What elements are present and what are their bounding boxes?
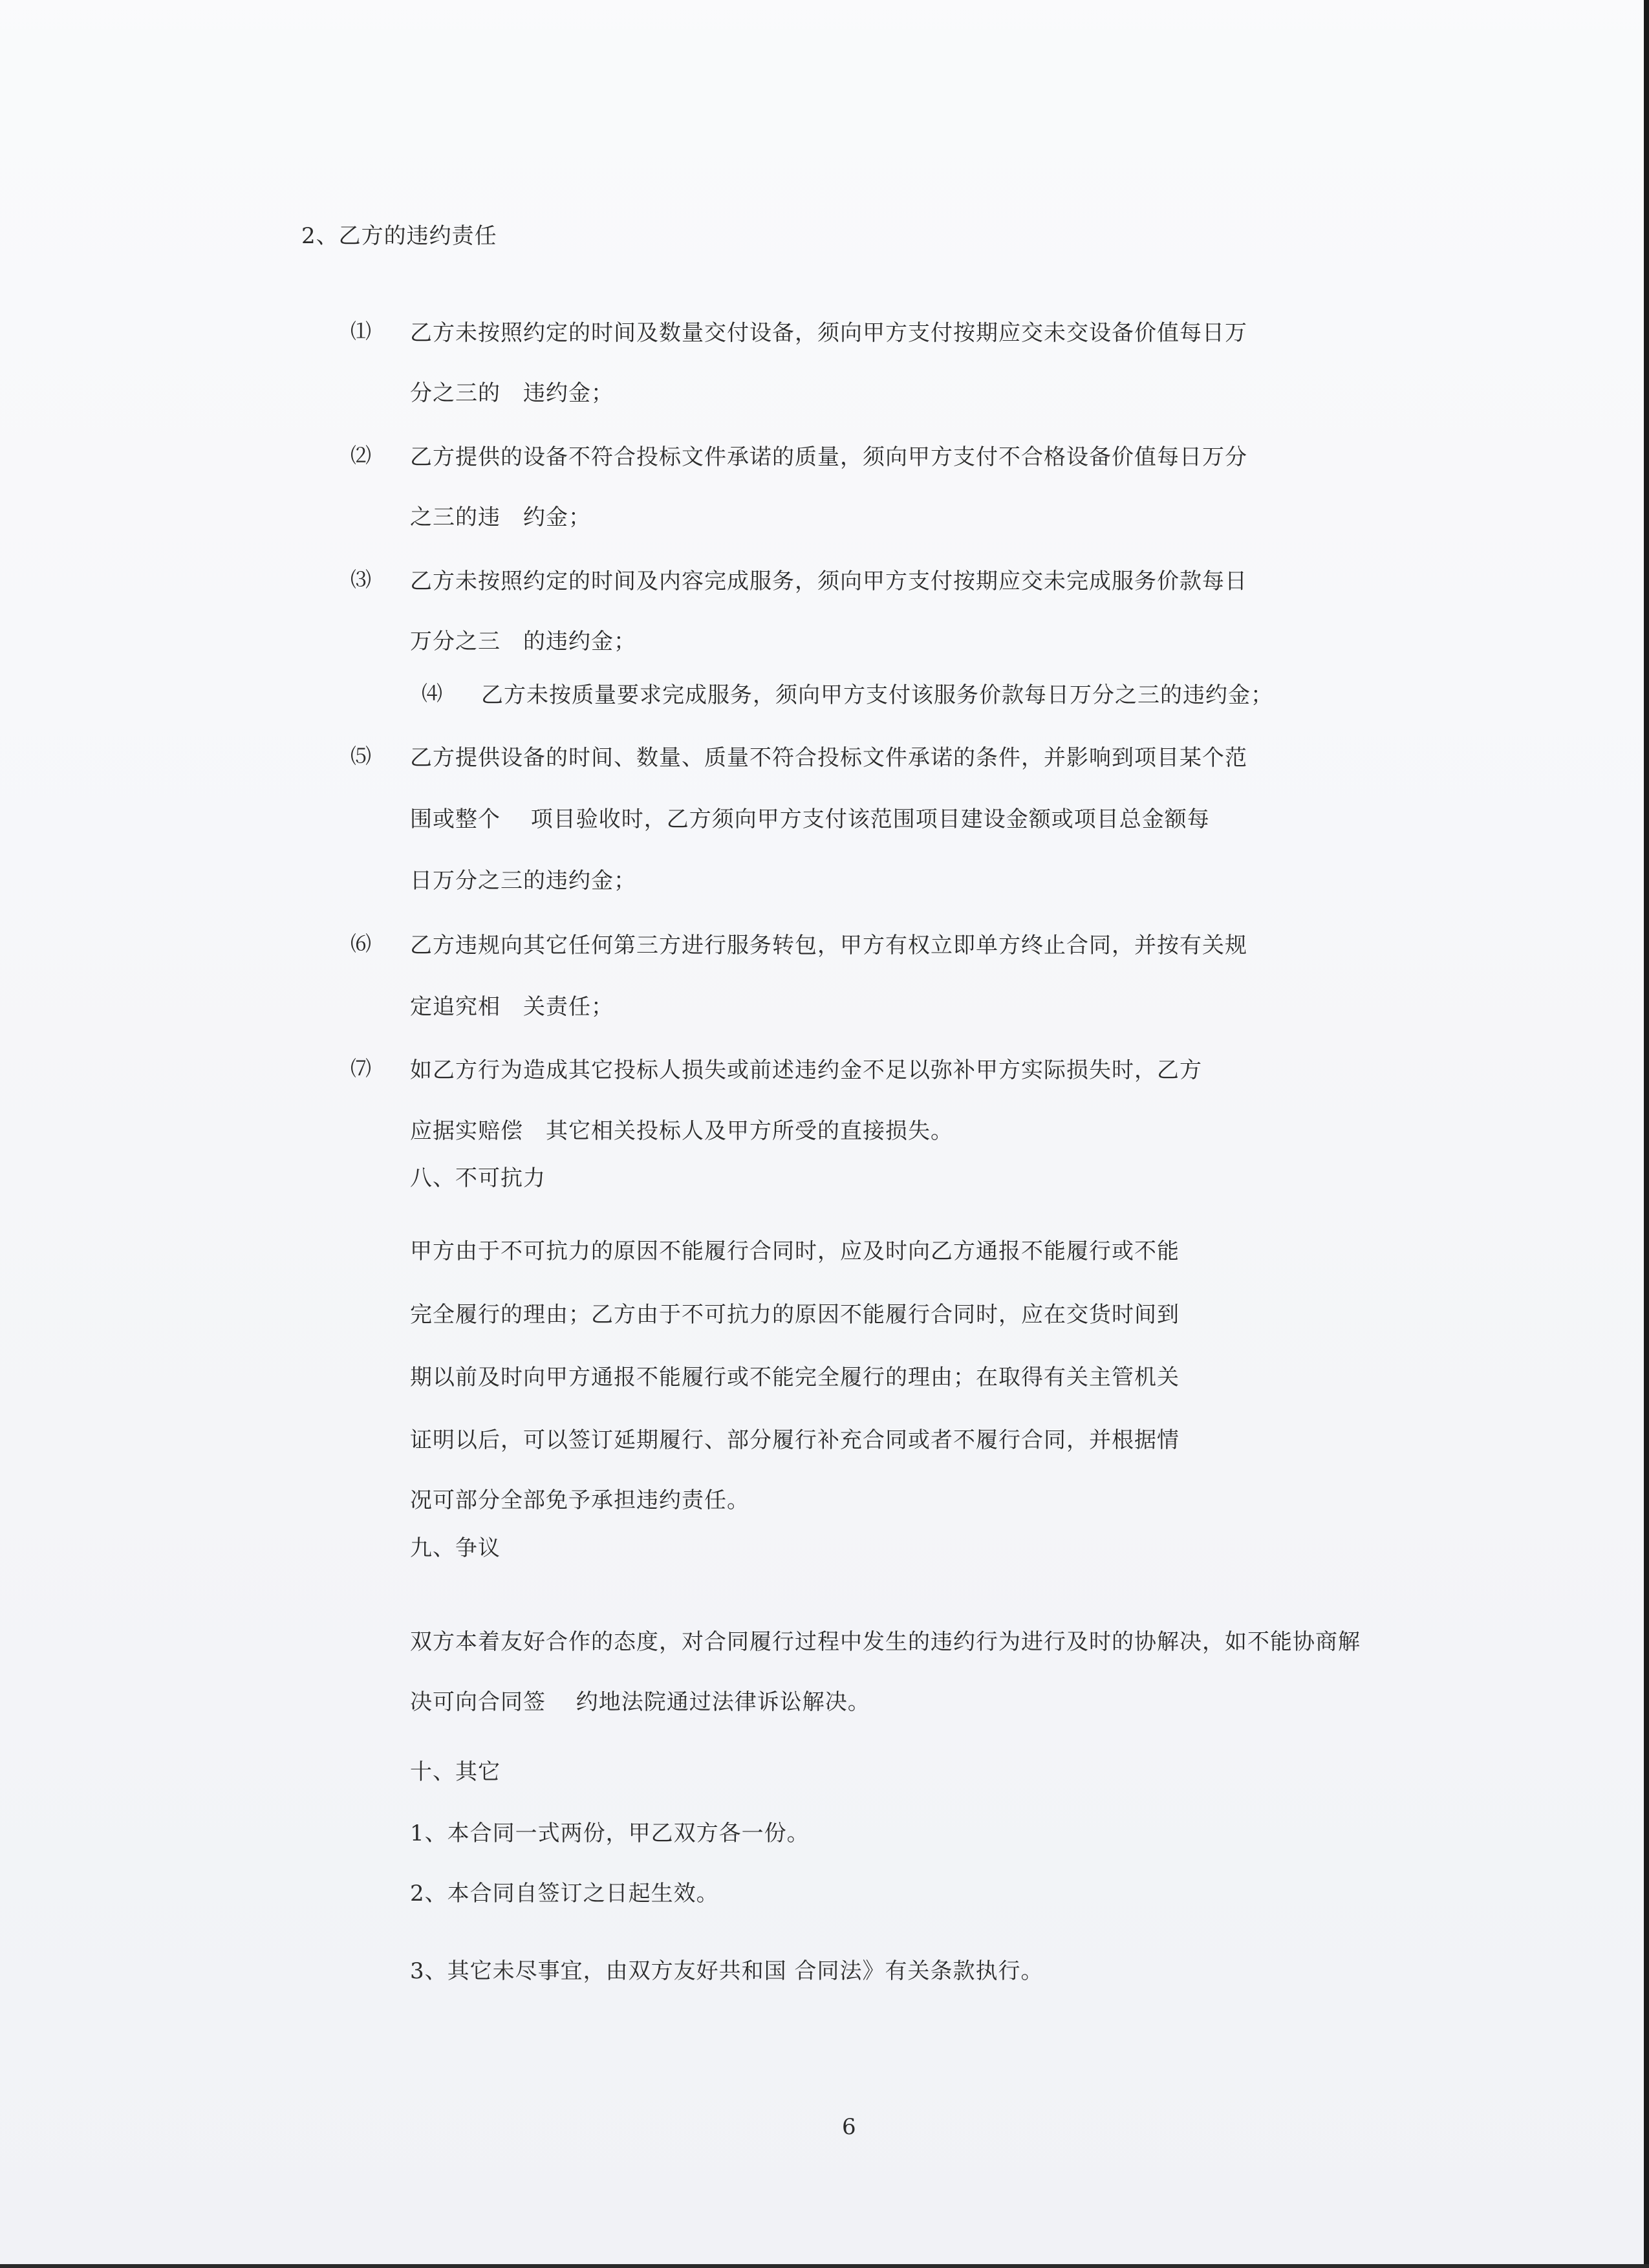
section-8-title: 八、不可抗力 xyxy=(410,1165,546,1191)
section-2-title: 2、乙方的违约责任 xyxy=(301,223,497,249)
section-9-title: 九、争议 xyxy=(410,1535,501,1561)
item-5-line-1: 乙方提供设备的时间、数量、质量不符合投标文件承诺的条件，并影响到项目某个范 xyxy=(410,745,1247,771)
item-7-number: ⑺ xyxy=(350,1056,372,1081)
item-4-line-1: 乙方未按质量要求完成服务，须向甲方支付该服务价款每日万分之三的违约金； xyxy=(481,682,1273,708)
scan-edge-right xyxy=(1644,0,1649,2268)
item-2-number: ⑵ xyxy=(350,443,372,468)
item-6-line-1: 乙方违规向其它任何第三方进行服务转包，甲方有权立即单方终止合同，并按有关规 xyxy=(410,933,1247,958)
item-3-number: ⑶ xyxy=(350,567,372,592)
item-1-line-1: 乙方未按照约定的时间及数量交付设备，须向甲方支付按期应交未交设备价值每日万 xyxy=(410,320,1247,346)
section-8-line-1: 甲方由于不可抗力的原因不能履行合同时，应及时向乙方通报不能履行或不能 xyxy=(410,1238,1180,1264)
section-10-line-2: 2、本合同自签订之日起生效。 xyxy=(410,1881,719,1906)
section-10-title: 十、其它 xyxy=(410,1759,501,1785)
item-6-line-2: 定追究相 关责任； xyxy=(410,994,614,1020)
item-5-line-2: 围或整个 项目验收时，乙方须向甲方支付该范围项目建设金额或项目总金额每 xyxy=(410,806,1210,832)
item-1-line-2: 分之三的 违约金； xyxy=(410,380,614,406)
item-7-line-2: 应据实赔偿 其它相关投标人及甲方所受的直接损失。 xyxy=(410,1118,953,1144)
section-10-line-1: 1、本合同一式两份，甲乙双方各一份。 xyxy=(410,1820,810,1846)
item-1-number: ⑴ xyxy=(350,319,372,343)
item-2-line-1: 乙方提供的设备不符合投标文件承诺的质量，须向甲方支付不合格设备价值每日万分 xyxy=(410,444,1247,470)
section-8-line-2: 完全履行的理由；乙方由于不可抗力的原因不能履行合同时，应在交货时间到 xyxy=(410,1302,1180,1328)
item-2-line-2: 之三的违 约金； xyxy=(410,504,591,530)
section-10-line-3: 3、其它未尽事宜，由双方友好共和国 合同法》有关条款执行。 xyxy=(410,1958,1044,1984)
item-4-number: ⑷ xyxy=(422,681,443,706)
section-8-line-4: 证明以后，可以签订延期履行、部分履行补充合同或者不履行合同，并根据情 xyxy=(410,1427,1180,1453)
section-9-line-2: 决可向合同签 约地法院通过法律诉讼解决。 xyxy=(410,1689,870,1715)
page-number: 6 xyxy=(842,2114,856,2140)
item-3-line-1: 乙方未按照约定的时间及内容完成服务，须向甲方支付按期应交未完成服务价款每日 xyxy=(410,568,1247,594)
item-7-line-1: 如乙方行为造成其它投标人损失或前述违约金不足以弥补甲方实际损失时，乙方 xyxy=(410,1057,1202,1083)
section-8-line-5: 况可部分全部免予承担违约责任。 xyxy=(410,1487,749,1513)
item-3-line-2: 万分之三 的违约金； xyxy=(410,629,636,654)
item-5-line-3: 日万分之三的违约金； xyxy=(410,868,636,894)
item-5-number: ⑸ xyxy=(350,744,372,768)
item-6-number: ⑹ xyxy=(350,931,372,956)
section-9-line-1: 双方本着友好合作的态度，对合同履行过程中发生的违约行为进行及时的协解决，如不能协商解 xyxy=(410,1629,1361,1655)
scan-edge-bottom xyxy=(0,2264,1649,2268)
section-8-line-3: 期以前及时向甲方通报不能履行或不能完全履行的理由；在取得有关主管机关 xyxy=(410,1365,1180,1390)
